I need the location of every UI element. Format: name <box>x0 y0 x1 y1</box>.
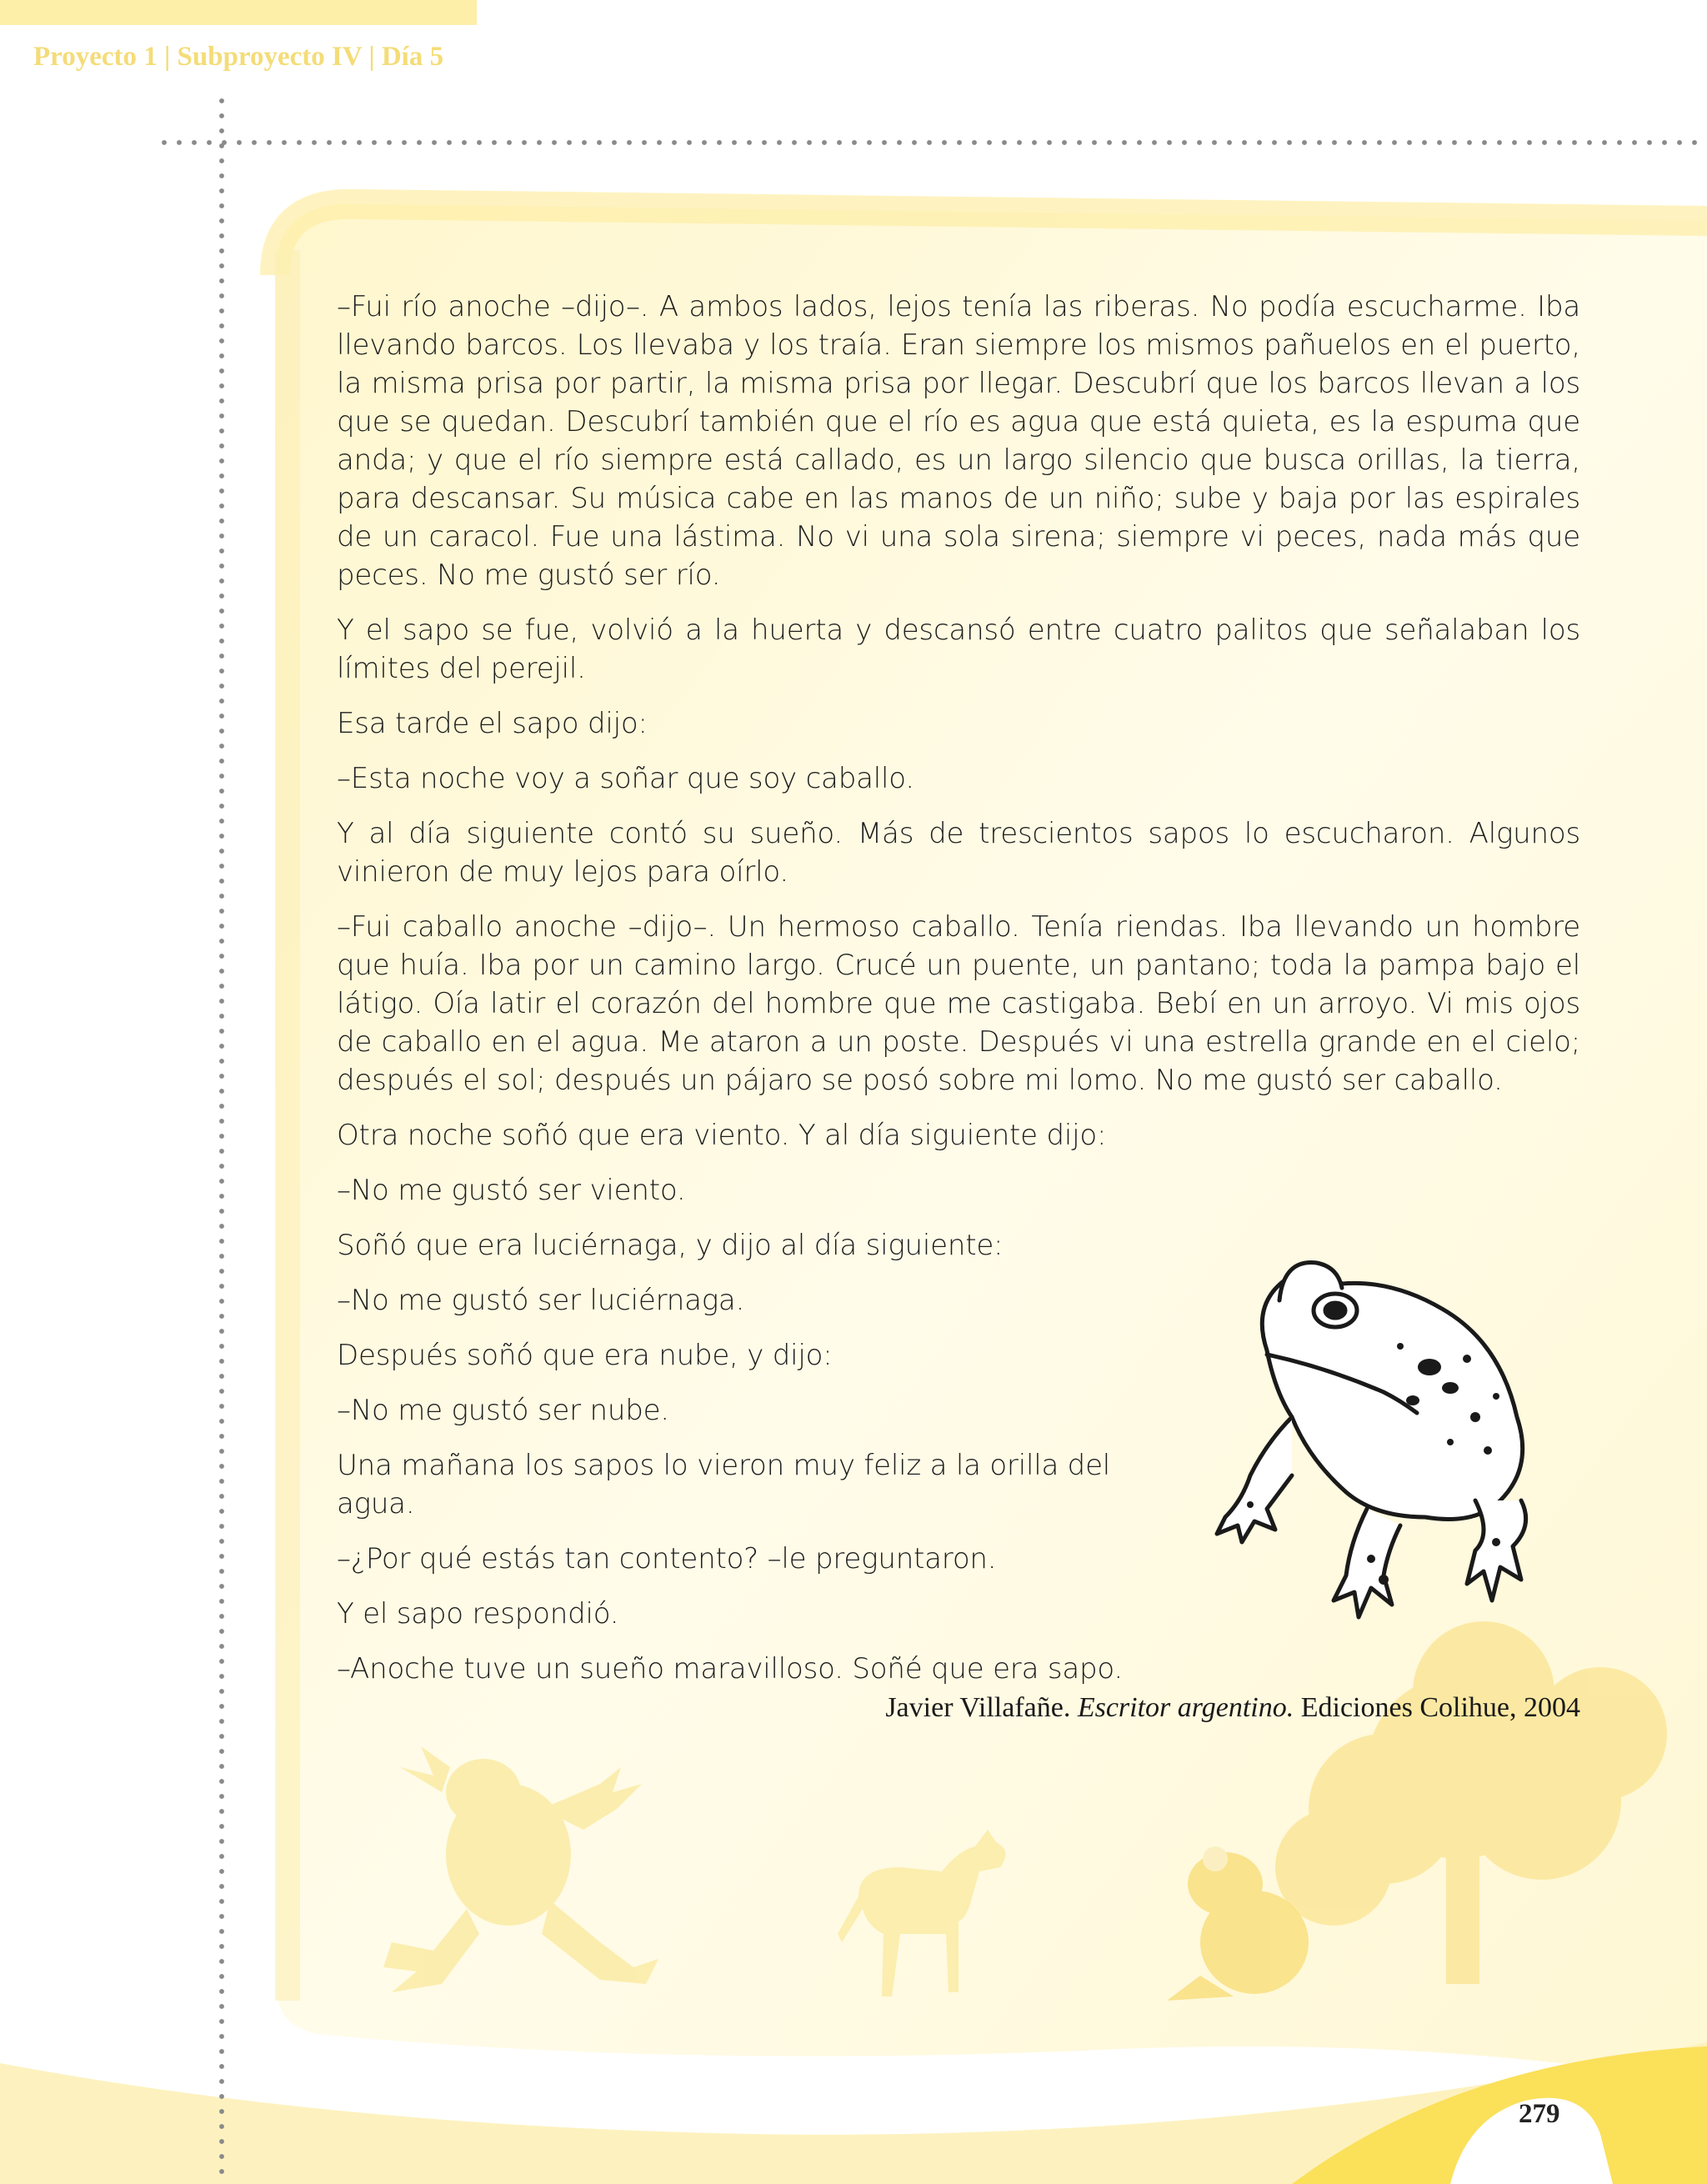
paragraph: Y el sapo se fue, volvió a la huerta y descansó entre cuatro palitos que señalaban los límites del perejil. <box>337 614 1580 685</box>
paragraph: –¿Por qué estás tan contento? –le preguntaron. <box>337 1542 997 1575</box>
paragraph: Y al día siguiente contó su sueño. Más de trescientos sapos lo escucharon. Algunos vinieron de muy lejos para oírlo. <box>337 817 1580 889</box>
paragraph: –Fui caballo anoche –dijo–. Un hermoso caballo. Tenía riendas. Iba llevando un hombre que huía. Iba por un camino largo. Crucé un puente, un pantano; toda la pampa bajo el látigo. Oía latir el corazón del hombre que me castigaba. Bebí en un arroyo. Vi mis ojos de caballo en el agua. Me ataron a un poste. Después vi una estrella grande en el cielo; después el sol; después un pájaro se posó sobre mi lomo. No me gustó ser caballo. <box>337 910 1580 1097</box>
paragraph: Después soñó que era nube, y dijo: <box>337 1339 833 1372</box>
dotted-rule-horizontal <box>157 139 1707 146</box>
paragraph: –No me gustó ser nube. <box>337 1394 669 1427</box>
paragraph: Otra noche soñó que era viento. Y al día siguiente dijo: <box>337 1119 1107 1152</box>
paragraph: Soñó que era luciérnaga, y dijo al día siguiente: <box>337 1229 1004 1262</box>
citation-role: Escritor argentino. <box>1077 1692 1294 1723</box>
citation <box>885 1692 1580 1724</box>
citation-publisher: Ediciones Colihue, 2004 <box>1300 1692 1580 1723</box>
paragraph: –Anoche tuve un sueño maravilloso. Soñé que era sapo. <box>337 1652 1123 1686</box>
section-header: Proyecto 1 | Subproyecto IV | Día 5 <box>33 42 444 72</box>
paragraph: –No me gustó ser viento. <box>337 1174 686 1207</box>
paragraph: Una mañana los sapos lo vieron muy feliz a la orilla del agua. <box>337 1449 1111 1520</box>
citation-author: Javier Villafañe. <box>885 1692 1071 1723</box>
paragraph: –Fui río anoche –dijo–. A ambos lados, lejos tenía las riberas. No podía escucharme. Iba llevando barcos. Los llevaba y los traía. Eran siempre los mismos pañuelos en el puerto, la misma prisa por partir, la misma prisa por llegar. Descubrí que los barcos llevan a los que se quedan. Descubrí también que el río es agua que está quieta, es la espuma que anda; y que el río siempre está callado, es un largo silencio que busca orillas, la tierra, para descansar. Su música cabe en las manos de un niño; sube y baja por las espirales de un caracol. Fue una lástima. No vi una sola sirena; siempre vi peces, nada más que peces. No me gustó ser río. <box>337 290 1580 592</box>
paragraph: Esa tarde el sapo dijo: <box>337 707 648 740</box>
story-text <box>337 288 1580 1705</box>
paragraph: –No me gustó ser luciérnaga. <box>337 1284 745 1317</box>
paragraph: Y el sapo respondió. <box>337 1597 619 1630</box>
dotted-rule-vertical <box>218 93 225 2184</box>
paragraph: –Esta noche voy a soñar que soy caballo. <box>337 762 914 795</box>
page-number: 279 <box>1519 2099 1560 2129</box>
